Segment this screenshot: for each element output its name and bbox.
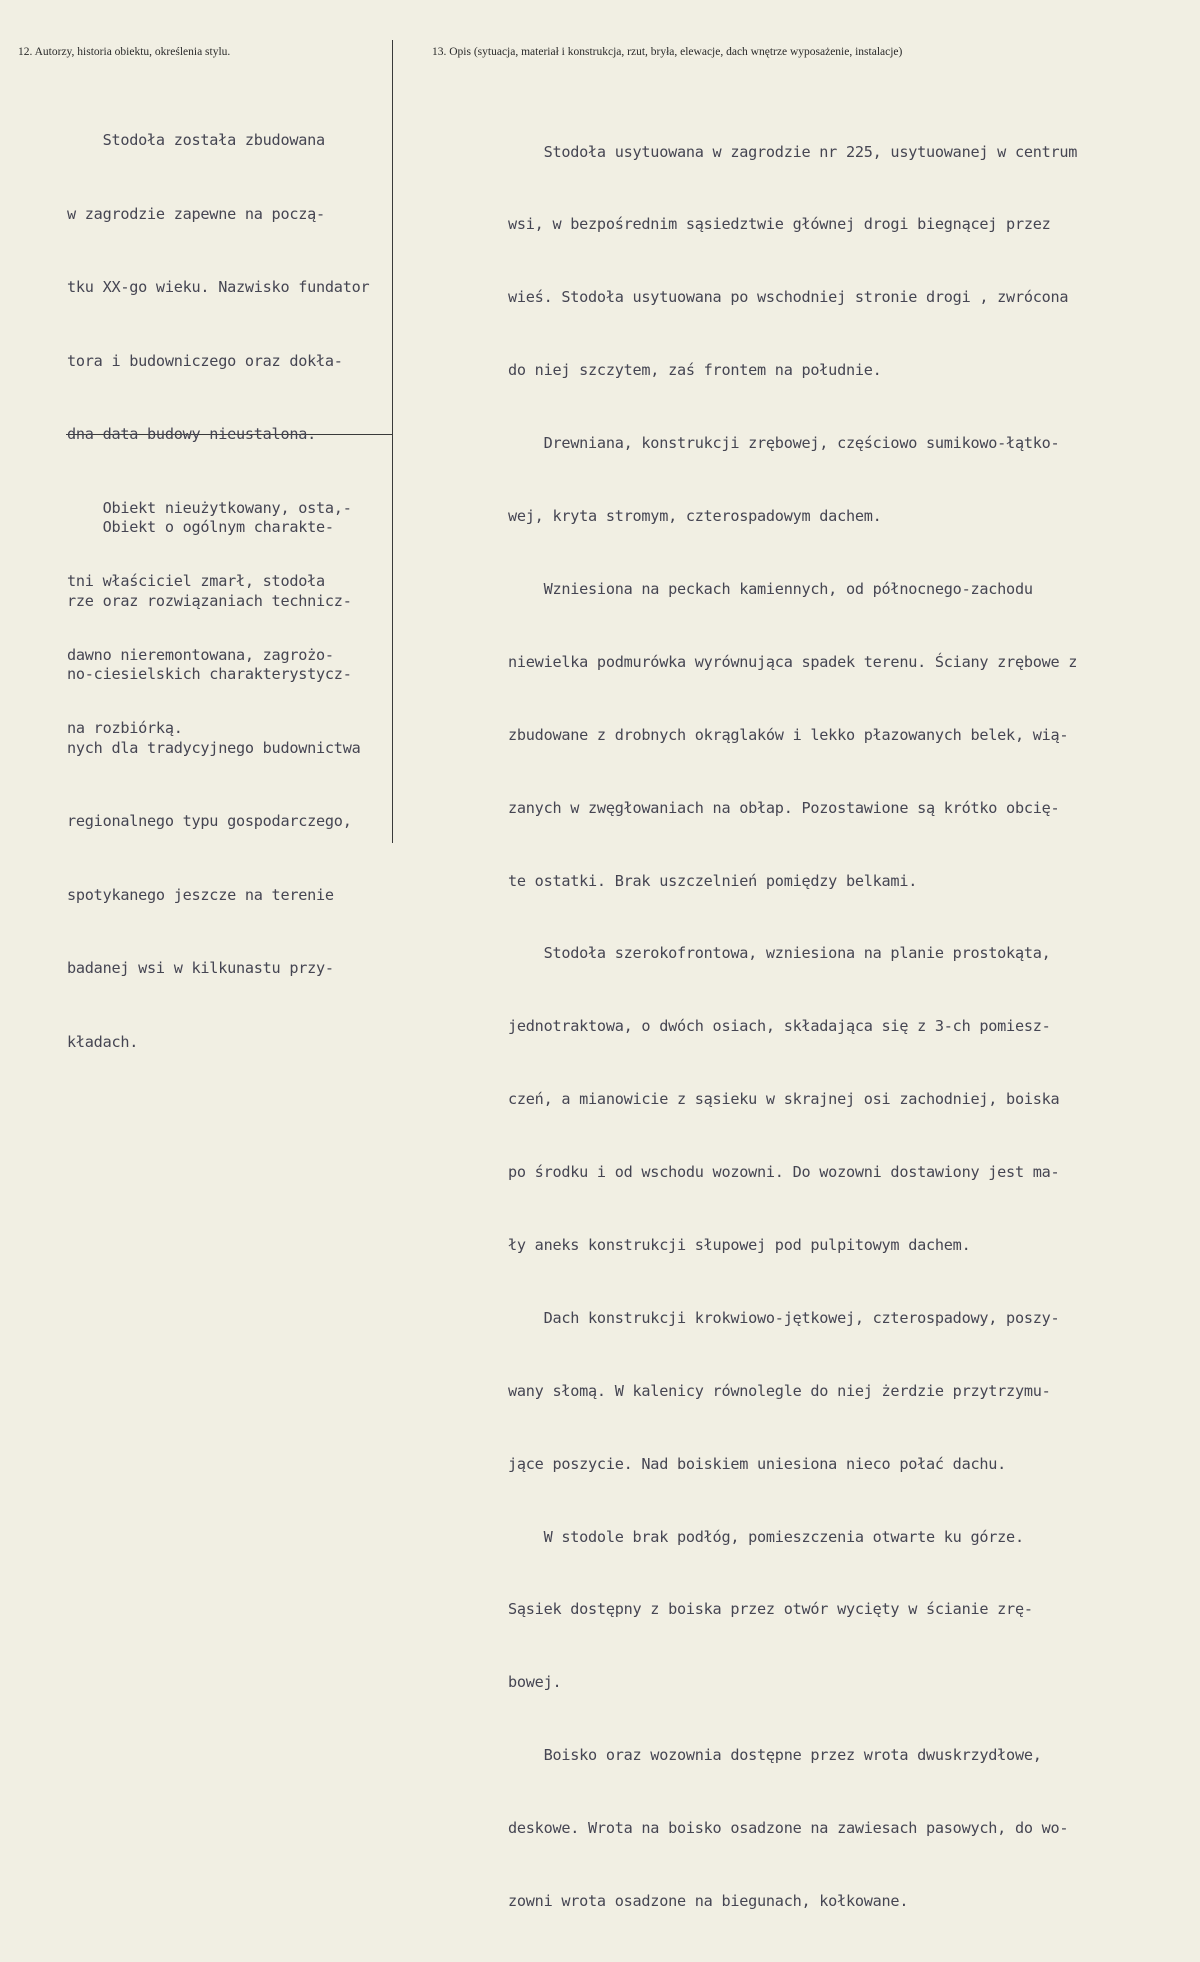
text-line: te ostatki. Brak uszczelnień pomiędzy belkami. bbox=[508, 871, 918, 890]
text-line: tni właściciel zmarł, stodoła bbox=[67, 572, 325, 590]
text-line: jące poszycie. Nad boiskiem uniesiona nieco połać dachu. bbox=[508, 1454, 1007, 1473]
text-line: no-ciesielskich charakterystycz- bbox=[67, 665, 352, 683]
text-line: badanej wsi w kilkunastu przy- bbox=[67, 959, 334, 977]
text-line: tku XX-go wieku. Nazwisko fundator bbox=[67, 278, 370, 296]
text-line: Stodoła usytuowana w zagrodzie nr 225, usytuowanej w centrum bbox=[508, 142, 1078, 161]
text-line: Wzniesiona na peckach kamiennych, od północnego-zachodu bbox=[508, 579, 1033, 598]
text-line: rze oraz rozwiązaniach technicz- bbox=[67, 591, 352, 610]
text-line: wieś. Stodoła usytuowana po wschodniej stronie drogi , zwrócona bbox=[508, 288, 1069, 307]
style-text bbox=[67, 466, 407, 1103]
text-line: Boisko oraz wozownia dostępne przez wrota dwuskrzydłowe, bbox=[508, 1746, 1042, 1765]
description-text bbox=[508, 91, 1188, 1962]
text-line: niewielka podmurówka wyrównująca spadek terenu. Ściany zrębowe z bbox=[508, 652, 1078, 671]
text-line: Stodoła szerokofrontowa, wzniesiona na planie prostokąta, bbox=[508, 944, 1051, 963]
text-line: tora i budowniczego oraz dokła- bbox=[67, 351, 343, 370]
text-line: dna data budowy nieustalona. bbox=[67, 425, 317, 443]
text-line: Obiekt o ogólnym charakte- bbox=[67, 518, 334, 536]
text-line: W stodole brak podłóg, pomieszczenia otwarte ku górze. bbox=[508, 1527, 1024, 1546]
text-line: czeń, a mianowicie z sąsieku w skrajnej osi zachodniej, boiska bbox=[508, 1090, 1060, 1109]
text-line: Sąsiek dostępny z boiska przez otwór wycięty w ścianie zrę- bbox=[508, 1600, 1033, 1619]
section-13-header: 13. Opis (sytuacja, materiał i konstrukcja, rzut, bryła, elewacje, dach wnętrze wyposażenie, instalacje) bbox=[432, 46, 903, 58]
text-line: jednotraktowa, o dwóch osiach, składająca się z 3-ch pomiesz- bbox=[508, 1017, 1051, 1036]
text-line: wej, kryta stromym, czterospadowym dachem. bbox=[508, 507, 882, 526]
text-line: po środku i od wschodu wozowni. Do wozowni dostawiony jest ma- bbox=[508, 1163, 1060, 1182]
text-line: ły aneks konstrukcji słupowej pod pulpitowym dachem. bbox=[508, 1235, 971, 1254]
text-line: nych dla tradycyjnego budownictwa bbox=[67, 738, 361, 757]
text-line: wany słomą. W kalenicy równolegle do niej żerdzie przytrzymu- bbox=[508, 1381, 1051, 1400]
text-line: Drewniana, konstrukcji zrębowej, częściowo sumikowo-łątko- bbox=[508, 434, 1060, 453]
text-line: zbudowane z drobnych okrąglaków i lekko płazowanych belek, wią- bbox=[508, 725, 1069, 744]
text-line: na rozbiórką. bbox=[67, 719, 183, 737]
text-line: regionalnego typu gospodarczego, bbox=[67, 812, 352, 830]
text-line: spotykanego jeszcze na terenie bbox=[67, 885, 334, 904]
text-line: zowni wrota osadzone na biegunach, kołkowane. bbox=[508, 1891, 909, 1910]
text-line: zanych w zwęgłowaniach na obłap. Pozostawione są krótko obcię- bbox=[508, 798, 1060, 817]
text-line: do niej szczytem, zaś frontem na południe. bbox=[508, 361, 882, 380]
text-line: kładach. bbox=[67, 1032, 139, 1051]
text-line: bowej. bbox=[508, 1673, 562, 1692]
text-line: deskowe. Wrota na boisko osadzone na zawiesach pasowych, do wo- bbox=[508, 1819, 1069, 1838]
section-12-header: 12. Autorzy, historia obiektu, określenia stylu. bbox=[18, 46, 231, 58]
text-line: Dach konstrukcji krokwiowo-jętkowej, czterospadowy, poszy- bbox=[508, 1308, 1060, 1327]
text-line: Obiekt nieużytkowany, osta,- bbox=[67, 498, 352, 517]
text-line: w zagrodzie zapewne na począ- bbox=[67, 204, 325, 223]
text-line: dawno nieremontowana, zagrożo- bbox=[67, 645, 334, 664]
text-line: Stodoła została zbudowana bbox=[67, 131, 325, 149]
text-line: wsi, w bezpośrednim sąsiedztwie głównej drogi biegnącej przez bbox=[508, 215, 1051, 234]
